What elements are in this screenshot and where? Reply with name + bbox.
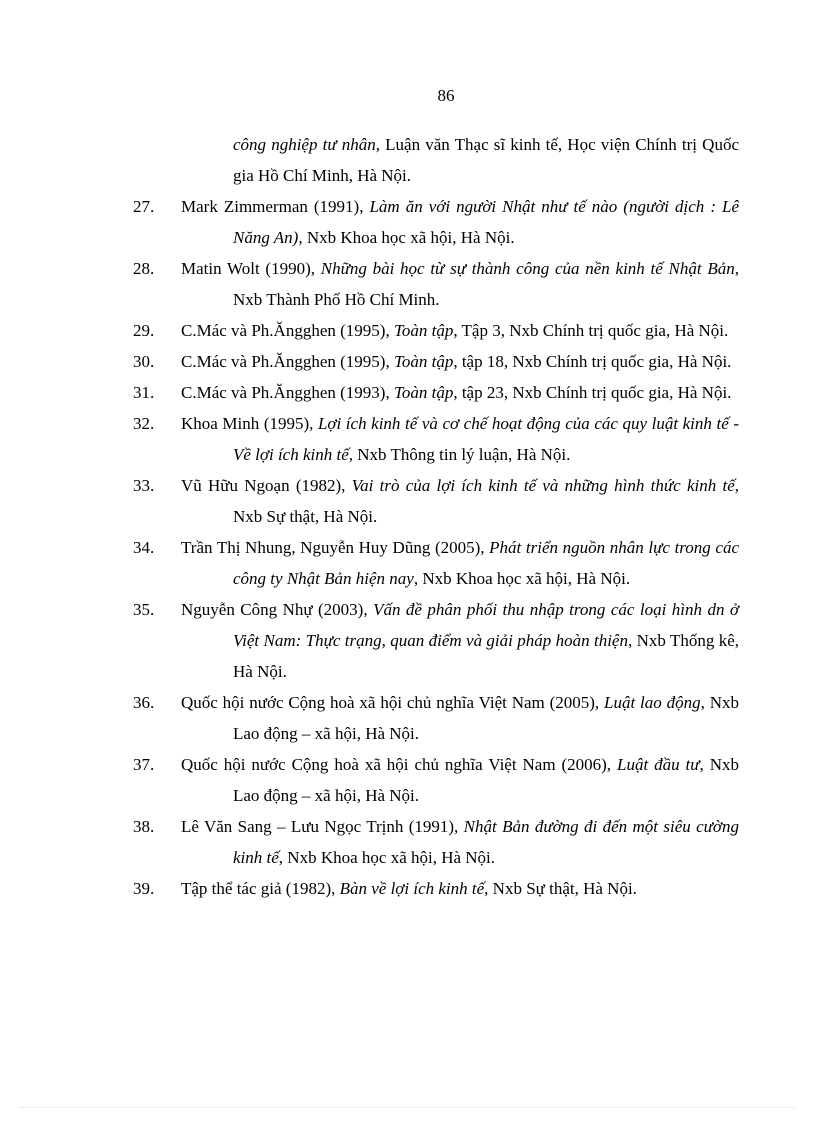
reference-item xyxy=(133,346,739,377)
reference-number: 29. xyxy=(133,321,155,340)
reference-detail: Lê Văn Sang – Lưu Ngọc Trịnh (1991), xyxy=(181,817,464,836)
reference-text xyxy=(181,811,739,873)
reference-detail: , Luận văn Thạc sĩ kinh tế, Học viện Chính trị Quốc gia Hồ Chí Minh, Hà Nội. xyxy=(233,135,739,185)
reference-text xyxy=(181,594,739,687)
reference-title: Vấn đề phân phối thu nhập trong các loại hình dn ở Việt Nam: Thực trạng, quan điểm và giải pháp hoàn thiện xyxy=(233,600,739,650)
reference-number: 39. xyxy=(133,879,155,898)
reference-title: Lợi ích kinh tế và cơ chế hoạt động của các quy luật kinh tế - Về lợi ích kinh tế xyxy=(233,414,739,464)
reference-detail: , tập 18, Nxb Chính trị quốc gia, Hà Nội. xyxy=(453,352,732,371)
reference-detail: , Nxb Khoa học xã hội, Hà Nội. xyxy=(413,569,631,588)
page-bottom-divider xyxy=(20,1107,796,1108)
reference-detail: Tập thể tác giả (1982), xyxy=(181,879,340,898)
reference-item xyxy=(133,687,739,749)
reference-text xyxy=(181,191,739,253)
reference-text xyxy=(181,129,739,191)
reference-detail: , Nxb Lao động – xã hội, Hà Nội. xyxy=(233,755,739,805)
reference-detail: Nguyễn Công Nhự (2003), xyxy=(181,600,374,619)
reference-detail: C.Mác và Ph.Ăngghen (1995), xyxy=(181,352,394,371)
reference-item xyxy=(133,191,739,253)
reference-number: 38. xyxy=(133,817,155,836)
reference-text xyxy=(181,408,739,470)
reference-detail: , Nxb Lao động – xã hội, Hà Nội. xyxy=(233,693,740,743)
reference-text xyxy=(181,532,739,594)
reference-detail: , Nxb Thành Phố Hồ Chí Minh. xyxy=(233,259,739,309)
reference-number: 36. xyxy=(133,693,155,712)
reference-title: Nhật Bản đường đi đến một siêu cường kinh tế xyxy=(233,817,739,867)
reference-item xyxy=(133,253,739,315)
reference-number: 28. xyxy=(133,259,155,278)
reference-continuation xyxy=(133,129,739,191)
reference-detail: Quốc hội nước Cộng hoà xã hội chủ nghĩa Việt Nam (2005), xyxy=(181,693,605,712)
reference-detail: Matin Wolt (1990), xyxy=(181,259,321,278)
reference-detail: , Nxb Sự thật, Hà Nội. xyxy=(484,879,637,898)
reference-detail: , Nxb Sự thật, Hà Nội. xyxy=(233,476,739,526)
reference-detail: Trần Thị Nhung, Nguyễn Huy Dũng (2005), xyxy=(181,538,490,557)
reference-title: Luật đầu tư xyxy=(616,755,700,774)
reference-detail: , Nxb Khoa học xã hội, Hà Nội. xyxy=(278,848,496,867)
reference-item xyxy=(133,470,739,532)
reference-detail: , Nxb Thông tin lý luận, Hà Nội. xyxy=(348,445,571,464)
reference-list xyxy=(133,129,739,904)
reference-detail: C.Mác và Ph.Ăngghen (1995), xyxy=(181,321,394,340)
reference-item xyxy=(133,532,739,594)
reference-text xyxy=(181,687,739,749)
reference-item xyxy=(133,315,739,346)
reference-text xyxy=(181,377,739,408)
reference-title: Làm ăn với người Nhật như tế nào (người dịch : Lê Năng An) xyxy=(233,197,739,247)
reference-detail: Vũ Hữu Ngoạn (1982), xyxy=(181,476,352,495)
reference-title: Phát triển nguồn nhân lực trong các công ty Nhật Bản hiện nay xyxy=(233,538,739,588)
reference-title: Luật lao động xyxy=(604,693,701,712)
reference-title: công nghiệp tư nhân xyxy=(233,135,376,154)
reference-detail: , Tập 3, Nxb Chính trị quốc gia, Hà Nội. xyxy=(453,321,729,340)
reference-detail: , Nxb Thống kê, Hà Nội. xyxy=(233,631,739,681)
reference-text xyxy=(181,749,739,811)
reference-title: Toàn tập xyxy=(393,383,454,402)
reference-number: 35. xyxy=(133,600,155,619)
reference-number: 32. xyxy=(133,414,155,433)
reference-text xyxy=(181,253,739,315)
reference-text xyxy=(181,470,739,532)
reference-item xyxy=(133,377,739,408)
reference-item xyxy=(133,811,739,873)
reference-title: Những bài học từ sự thành công của nền kinh tế Nhật Bản xyxy=(320,259,735,278)
reference-item xyxy=(133,873,739,904)
reference-title: Toàn tập xyxy=(393,352,454,371)
reference-number: 34. xyxy=(133,538,155,557)
reference-text xyxy=(181,315,739,346)
reference-title: Toàn tập xyxy=(393,321,454,340)
reference-item xyxy=(133,408,739,470)
reference-text xyxy=(181,346,739,377)
reference-number: 33. xyxy=(133,476,155,495)
reference-detail: Quốc hội nước Cộng hoà xã hội chủ nghĩa Việt Nam (2006), xyxy=(181,755,617,774)
reference-detail: , Nxb Khoa học xã hội, Hà Nội. xyxy=(298,228,515,247)
reference-detail: C.Mác và Ph.Ăngghen (1993), xyxy=(181,383,394,402)
reference-detail: Khoa Minh (1995), xyxy=(181,414,318,433)
reference-number: 37. xyxy=(133,755,155,774)
reference-number: 31. xyxy=(133,383,155,402)
reference-title: Bàn về lợi ích kinh tế xyxy=(339,879,485,898)
reference-detail: , tập 23, Nxb Chính trị quốc gia, Hà Nội. xyxy=(453,383,732,402)
reference-detail: Mark Zimmerman (1991), xyxy=(181,197,370,216)
reference-text xyxy=(181,873,739,904)
reference-title: Vai trò của lợi ích kinh tế và những hình thức kinh tế xyxy=(351,476,735,495)
reference-number: 30. xyxy=(133,352,155,371)
reference-item xyxy=(133,594,739,687)
reference-item xyxy=(133,749,739,811)
reference-number: 27. xyxy=(133,197,155,216)
page-number: 86 xyxy=(437,86,455,105)
